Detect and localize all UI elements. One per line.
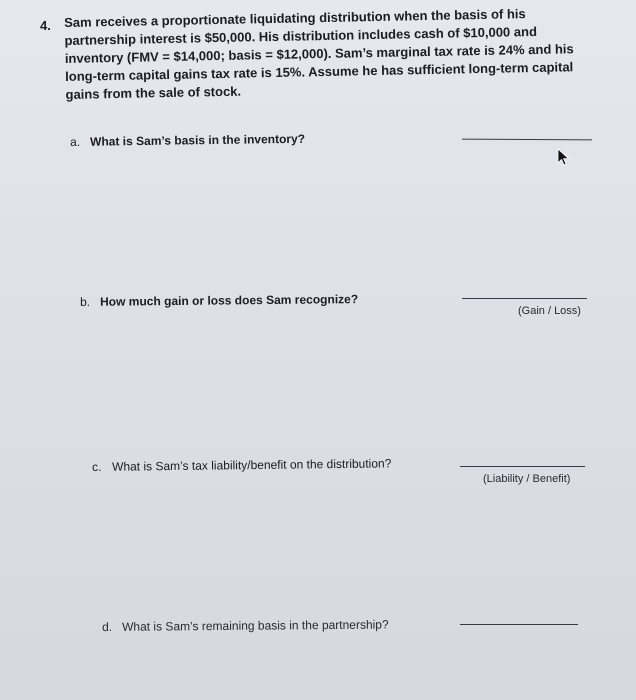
part-a-text: What is Sam’s basis in the inventory? xyxy=(89,131,306,149)
answer-line-b[interactable] xyxy=(462,298,587,299)
question-text: Sam receives a proportionate liquidating distribution when the basis of his partnership interest is $50,000. His distribution includes cash of $10,000 and inventory (FMV = $14,000; basis = $12,000). Sam’s marginal tax rate is 24% and his long-term capital gains tax rate is 15%. Assume he has sufficient long-term capital gains from the sale of stock. xyxy=(64,6,574,102)
part-c-letter: c. xyxy=(92,459,102,474)
part-c xyxy=(92,456,391,474)
part-a xyxy=(70,132,305,149)
part-b xyxy=(80,292,358,309)
part-b-text: How much gain or loss does Sam recognize? xyxy=(99,292,359,309)
answer-line-d[interactable] xyxy=(460,624,578,625)
answer-line-a[interactable] xyxy=(462,139,592,141)
part-d-text: What is Sam’s remaining basis in the partnership? xyxy=(121,617,389,634)
part-b-letter: b. xyxy=(80,294,91,309)
part-d xyxy=(102,617,389,634)
part-a-letter: a. xyxy=(70,134,81,149)
answer-line-c[interactable] xyxy=(460,466,585,467)
liability-benefit-label: (Liability / Benefit) xyxy=(483,473,571,485)
part-c-text: What is Sam’s tax liability/benefit on the distribution? xyxy=(111,456,392,474)
part-d-letter: d. xyxy=(102,619,113,634)
question-number: 4. xyxy=(40,18,51,33)
gain-loss-label: (Gain / Loss) xyxy=(518,305,581,317)
mouse-pointer-icon xyxy=(556,148,570,166)
